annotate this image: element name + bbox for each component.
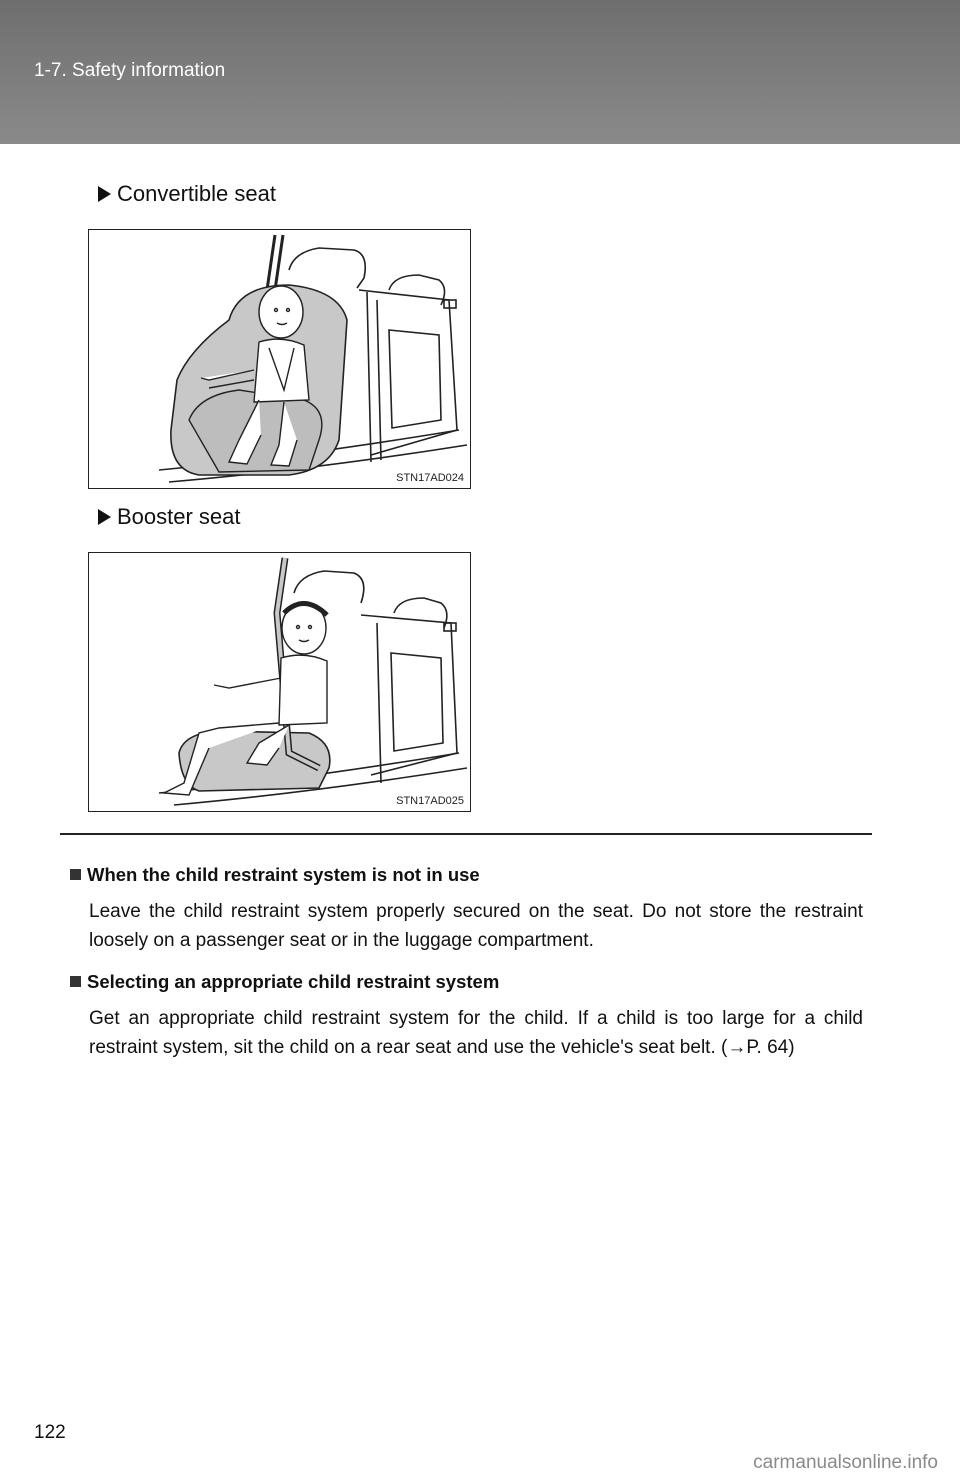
- note-body-not-in-use: Leave the child restraint system properly secured on the seat. Do not store the restraint loosely on a passenger seat or in the luggage compartment.: [89, 901, 863, 951]
- right-triangle-icon: [98, 509, 111, 525]
- square-bullet-icon: [70, 869, 81, 880]
- right-triangle-icon: [98, 186, 111, 202]
- figure-caption-convertible: Convertible seat: [98, 181, 276, 207]
- figure-caption-booster: Booster seat: [98, 504, 241, 530]
- convertible-seat-illustration: [89, 230, 469, 487]
- booster-seat-illustration: [89, 553, 469, 810]
- page-header: [0, 0, 960, 144]
- section-divider: [60, 833, 872, 835]
- note-body-selecting: Get an appropriate child restraint system for the child. If a child is too large for a child restraint system, sit the child on a rear seat and use the vehicle's seat belt. (→P. 64): [89, 1008, 863, 1058]
- page-number: 122: [34, 1422, 66, 1443]
- figure-code: STN17AD025: [396, 795, 464, 807]
- figure-booster-seat: [88, 552, 471, 812]
- watermark: carmanualsonline.info: [753, 1452, 938, 1473]
- note-heading-selecting: Selecting an appropriate child restraint system: [70, 971, 499, 993]
- section-title: 1-7. Safety information: [34, 60, 226, 81]
- note-heading-not-in-use: When the child restraint system is not in use: [70, 864, 480, 886]
- square-bullet-icon: [70, 976, 81, 987]
- figure-convertible-seat: [88, 229, 471, 489]
- figure-code: STN17AD024: [396, 472, 464, 484]
